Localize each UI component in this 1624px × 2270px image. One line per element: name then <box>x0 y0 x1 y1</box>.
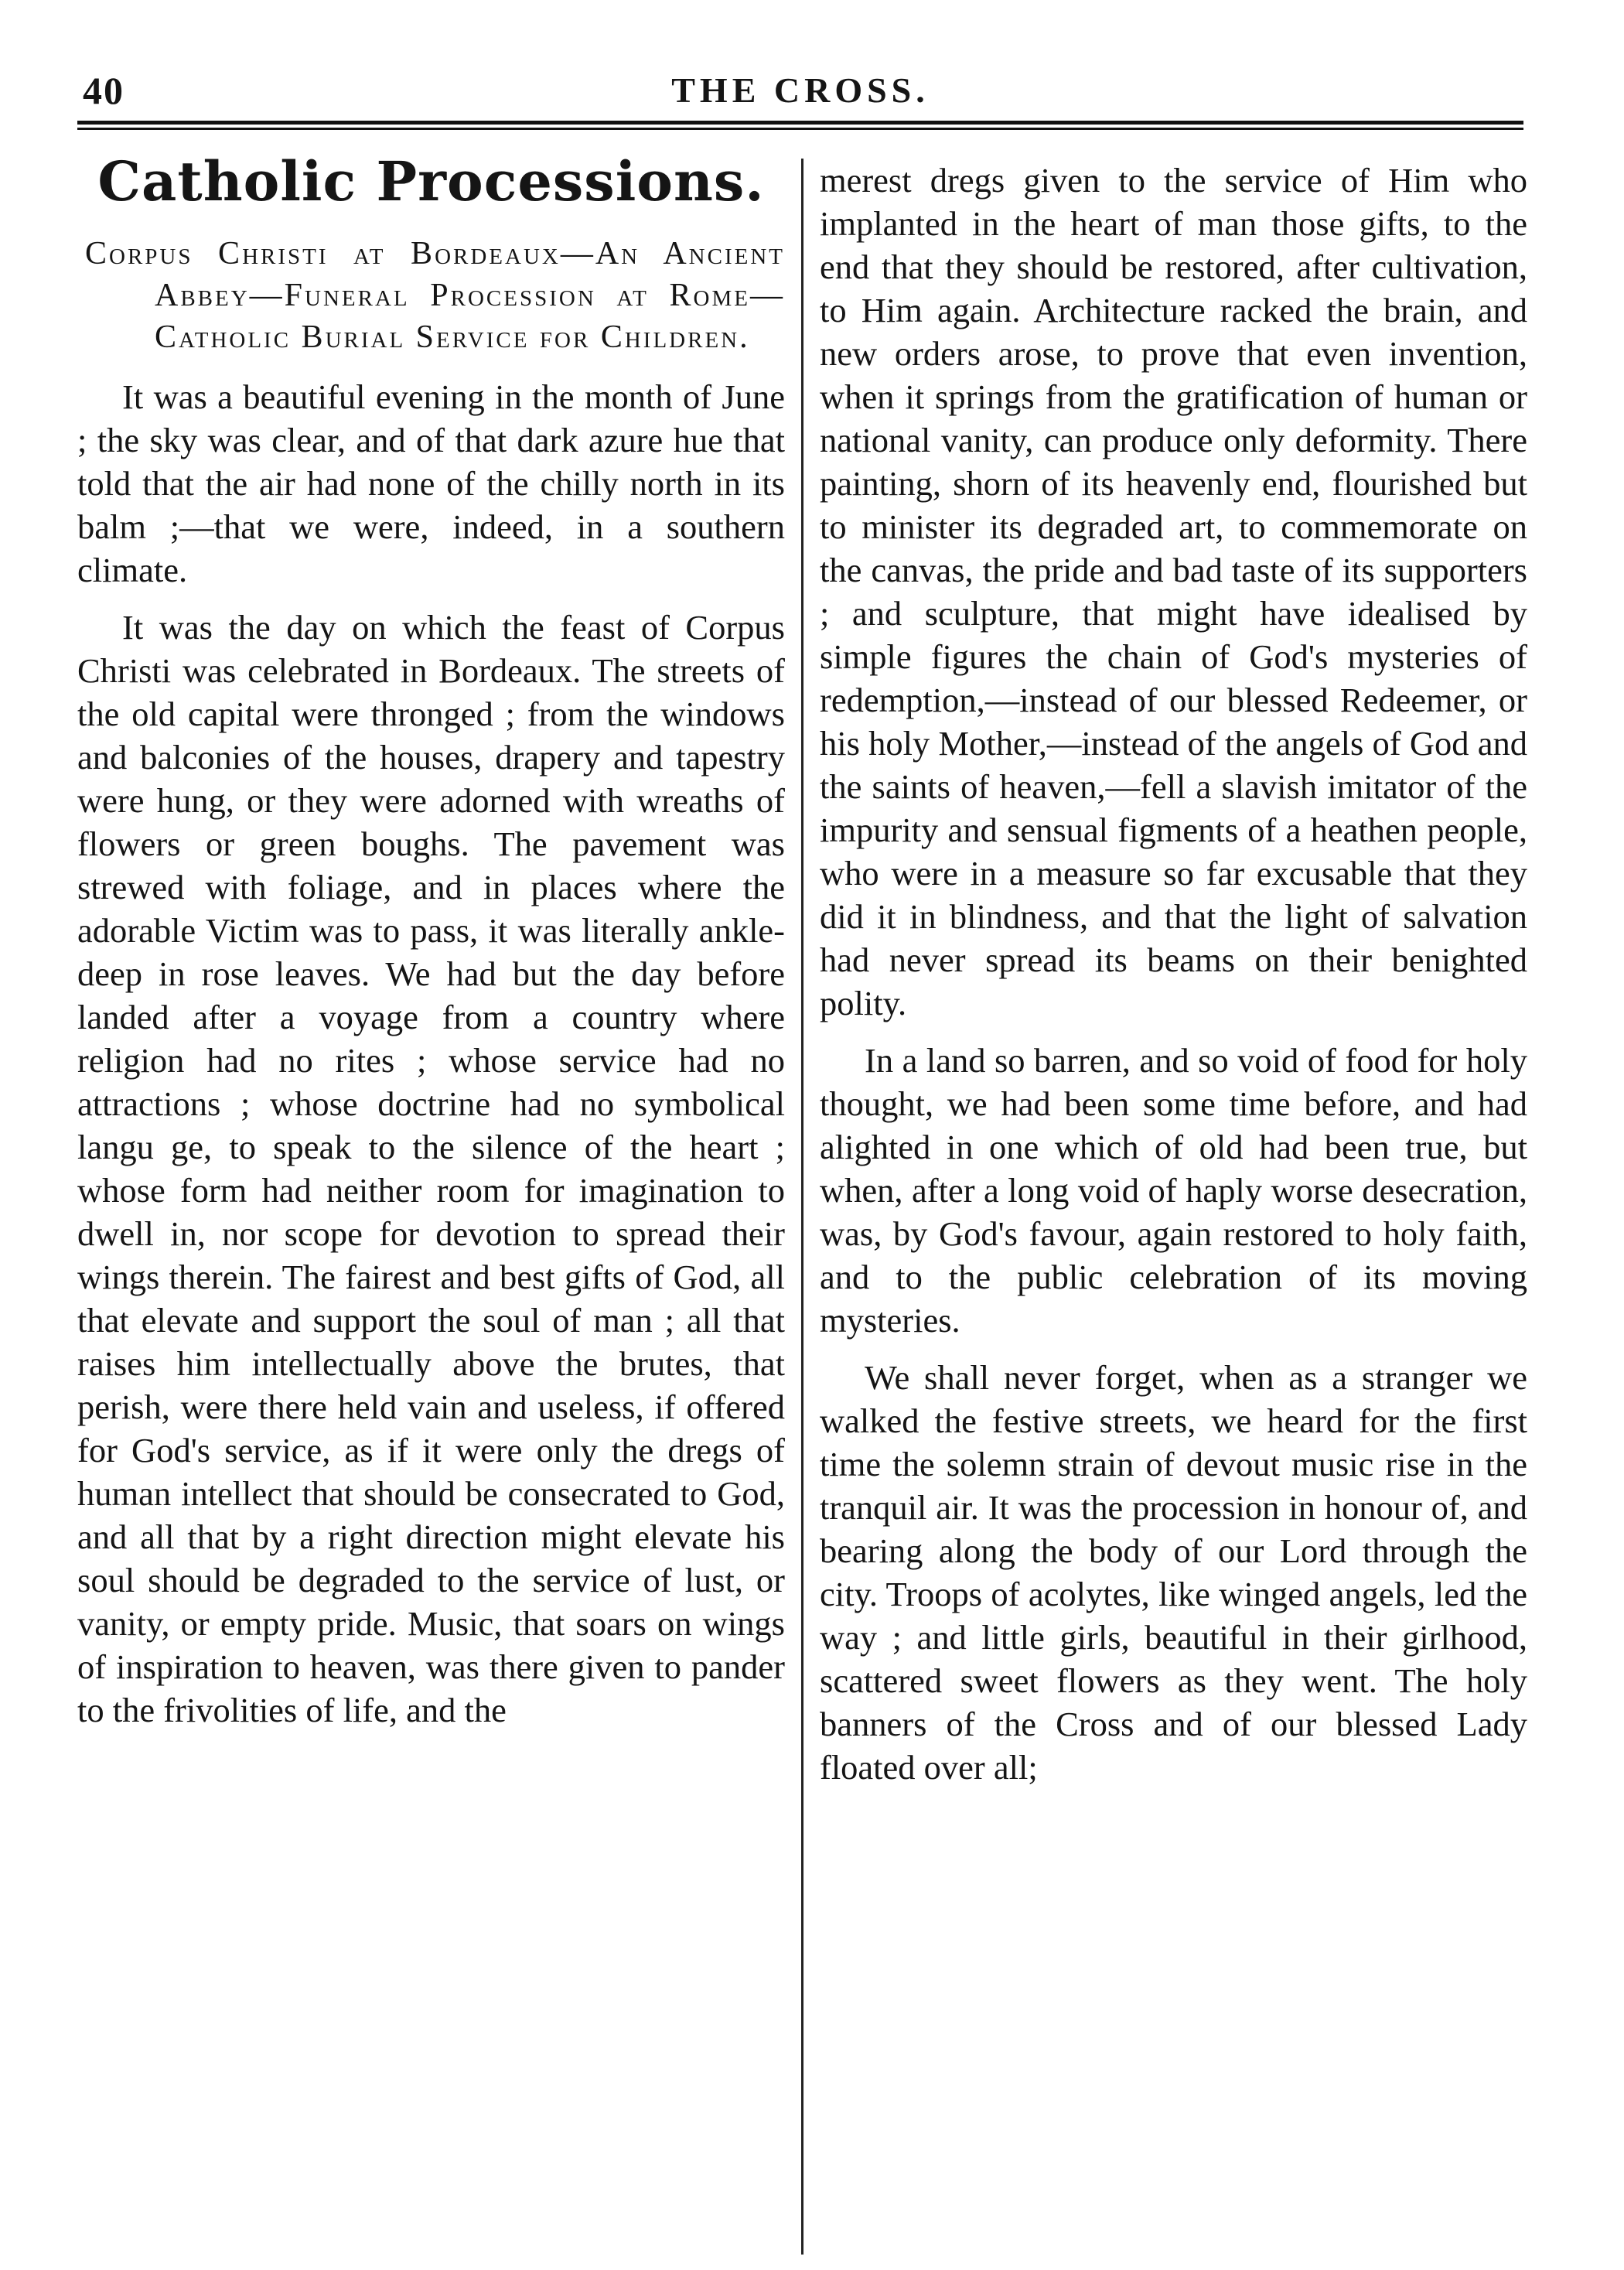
column-divider <box>801 159 803 2255</box>
running-title: THE CROSS. <box>671 70 930 110</box>
paragraph-1: It was a beautiful evening in the month of June ; the sky was clear, and of that dark azure hue that told that the air had none of the chilly north in its balm ;—that we were, indeed, in a southern climate. <box>77 377 785 589</box>
left-column <box>77 143 785 2247</box>
header-double-rule <box>77 121 1523 130</box>
article-subheads: Corpus Christi at Bordeaux—An Ancient Abbey—Funeral Procession at Rome—Catholic Burial Service for Children. <box>85 236 785 355</box>
page-header <box>73 63 1527 119</box>
paragraph-2-continued: merest dregs given to the service of Him who implanted in the heart of man those gifts, to the end that they should be restored, after cultivation, to Him again. Architecture racked the brain, and new orders arose, to prove that even invention, when it springs from the gratification of human or national vanity, can produce only deformity. There painting, shorn of its heavenly end, flourished but to minister its degraded art, to commemorate on the canvas, the pride and bad taste of its supporters ; and sculpture, that might have idealised by simple figures the chain of God's mysteries of redemption,—instead of our blessed Redeemer, or his holy Mother,—instead of the angels of God and the saints of heaven,—fell a slavish imitator of the impurity and sensual figments of a heathen people, who were in a measure so far excusable that they did it in blindness, and that the light of salvation had never spread its beams on their benighted polity. <box>820 161 1527 1022</box>
paragraph-4: We shall never forget, when as a stranger we walked the festive streets, we heard for the first time the solemn strain of devout music rise in the tranquil air. It was the procession in honour of, and bearing along the body of our Lord through the city. Troops of acolytes, like winged angels, led the way ; and little girls, beautiful in their girlhood, scattered sweet flowers as they went. The holy banners of the Cross and of our blessed Lady floated over all; <box>820 1358 1527 1787</box>
paragraph-3: In a land so barren, and so void of food for holy thought, we had been some time before, and had alighted in one which of old had been true, but when, after a long void of haply worse desecration, was, by God's favour, again restored to holy faith, and to the public celebration of its moving mysteries. <box>820 1041 1527 1340</box>
right-column <box>820 159 1527 2262</box>
page-number: 40 <box>83 69 125 112</box>
paragraph-2: It was the day on which the feast of Corpus Christi was celebrated in Bordeaux. The streets of the old capital were thronged ; from the windows and balconies of the houses, drapery and tapestry were hung, or they were adorned with wreaths of flowers or green boughs. The pavement was strewed with foliage, and in places where the adorable Victim was to pass, it was literally ankle-deep in rose leaves. We had but the day before landed after a voyage from a country where religion had no rites ; whose service had no attractions ; whose doctrine had no symbolical langu ge, to speak to the silence of the heart ; whose form had neither room for imagination to dwell in, nor scope for devotion to spread their wings therein. The fairest and best gifts of God, all that elevate and support the soul of man ; all that raises him intellectually above the brutes, that perish, were there held vain and useless, if offered for God's service, as if it were only the dregs of human intellect that should be consecrated to God, and all that by a right direction might elevate his soul should be degraded to the service of lust, or vanity, or empty pride. Music, that soars on wings of inspiration to heaven, was there given to pander to the frivolities of life, and the <box>77 608 785 1729</box>
article-title: Catholic Processions. <box>97 149 765 213</box>
